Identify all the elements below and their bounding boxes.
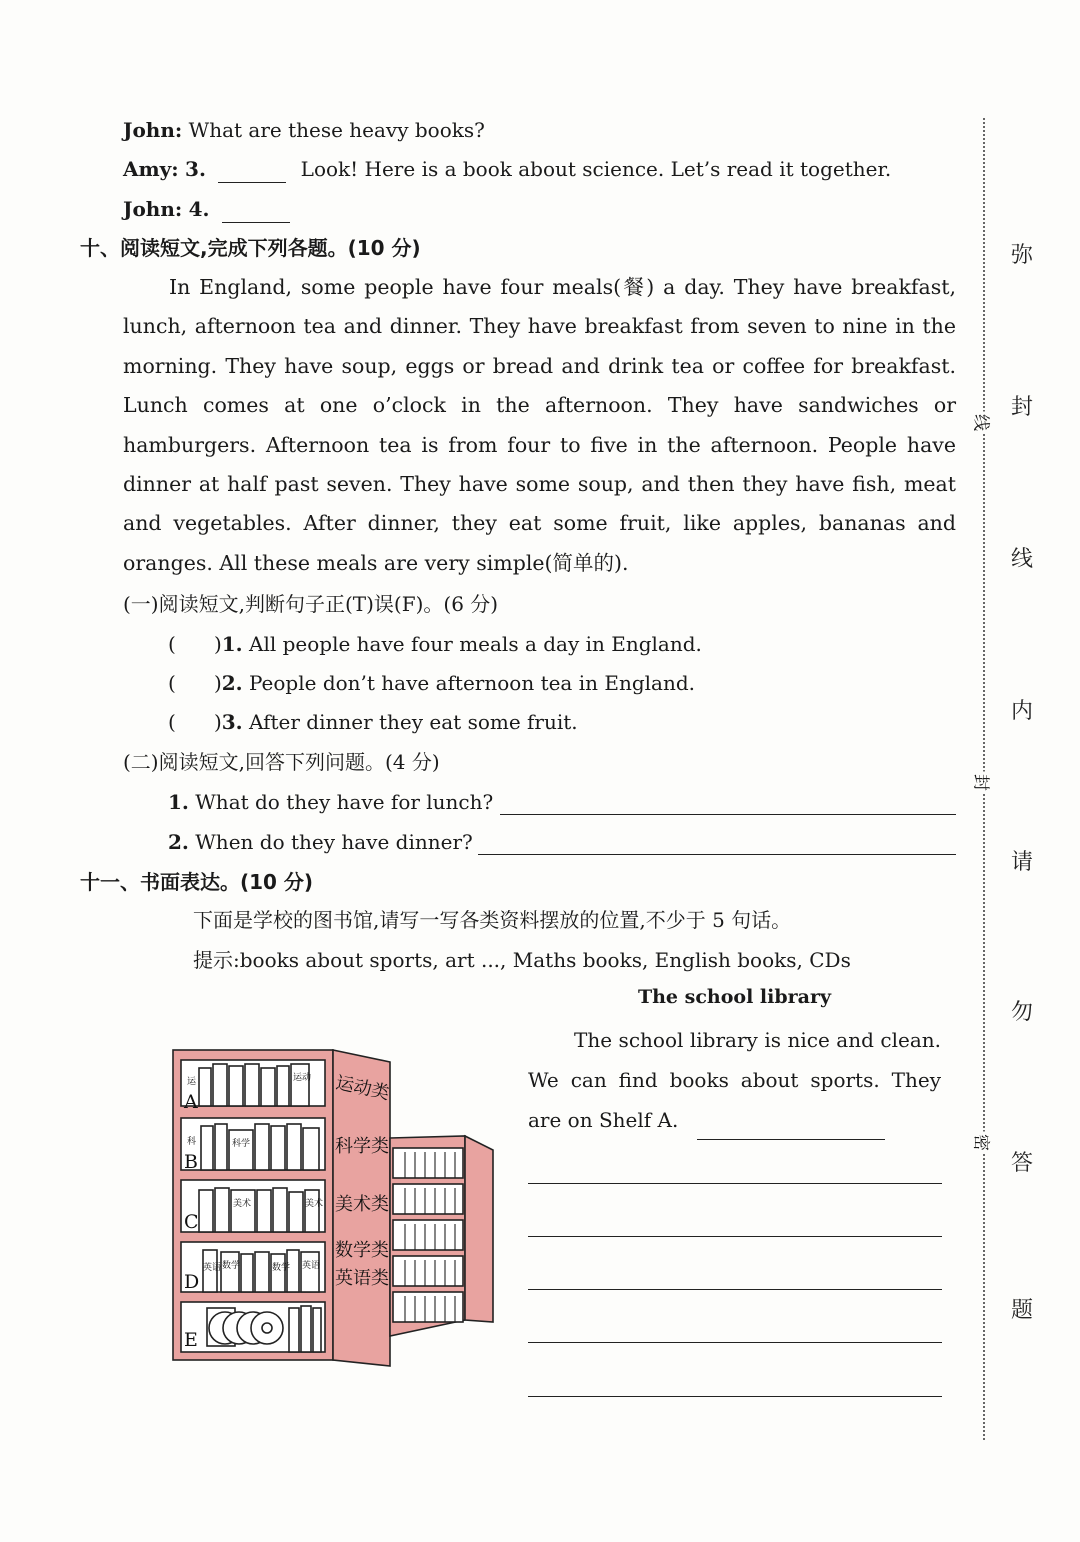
tf-bracket[interactable]: ( )	[168, 710, 222, 734]
speaker-john: John:	[123, 197, 183, 221]
item-text: After dinner they eat some fruit.	[249, 710, 578, 734]
section-10-heading: 十、阅读短文,完成下列各题。(10 分)	[80, 236, 421, 260]
seal-line-label-xian: 线	[971, 412, 996, 434]
spine-label-d-3: 数学	[272, 1263, 291, 1273]
essay-line-2[interactable]	[528, 1236, 942, 1237]
item-number: 1.	[221, 632, 243, 656]
tf-item-1	[168, 630, 702, 658]
dialogue-line-john-2	[123, 195, 290, 223]
tf-item-3	[168, 708, 578, 736]
essay-line-4[interactable]	[528, 1342, 942, 1343]
answer-blank-4[interactable]	[222, 200, 290, 223]
reading-passage	[123, 268, 956, 583]
item-text: All people have four meals a day in England.	[249, 632, 702, 656]
section-11-heading: 十一、书面表达。(10 分)	[80, 870, 314, 894]
spine-label-a-2: 运动	[293, 1073, 312, 1083]
shelf-letter-e: E	[184, 1329, 198, 1351]
essay-title: The school library	[637, 986, 831, 1008]
writing-hint: 提示:books about sports, art ..., Maths books, English books, CDs	[193, 948, 851, 972]
item-number: 3.	[221, 710, 243, 734]
tf-bracket[interactable]: ( )	[168, 632, 222, 656]
spine-label-d-2: 数学	[222, 1261, 241, 1271]
margin-char-7: 答	[1010, 1151, 1033, 1176]
speaker-john: John:	[123, 118, 183, 142]
writing-instruction: 下面是学校的图书馆,请写一写各类资料摆放的位置,不少于 5 句话。	[193, 908, 792, 932]
essay-line-3[interactable]	[528, 1289, 942, 1290]
seal-line-label-feng: 封	[971, 772, 996, 794]
question-number: 4.	[188, 197, 210, 221]
answer-line-2[interactable]	[478, 854, 956, 855]
margin-char-8: 题	[1010, 1298, 1033, 1323]
category-label-english: 英语类	[335, 1268, 389, 1289]
item-number: 1.	[168, 790, 189, 814]
shelf-letter-c: C	[184, 1211, 199, 1233]
item-text: What do they have for lunch?	[195, 790, 494, 814]
qa-item-1	[168, 788, 493, 816]
spine-label-d-4: 英语	[302, 1261, 321, 1271]
category-label-sports: 运动类	[333, 1072, 392, 1105]
spine-label-b-1: 科	[187, 1137, 197, 1147]
part-1-heading: (一)阅读短文,判断句子正(T)误(F)。(6 分)	[123, 592, 499, 616]
margin-char-6: 勿	[1010, 1000, 1033, 1025]
margin-char-5: 请	[1010, 850, 1033, 875]
margin-char-2: 封	[1010, 395, 1033, 420]
essay-start: The school library is nice and clean. We can find books about sports. They are on Shelf A.	[528, 1028, 941, 1132]
dialogue-text: Look! Here is a book about science. Let’s read it together.	[300, 157, 892, 181]
speaker-amy: Amy:	[123, 157, 179, 181]
library-bookshelf-illustration	[165, 1040, 505, 1380]
essay-body	[528, 1020, 941, 1140]
spine-label-d-1: 英语	[203, 1263, 222, 1273]
shelf-letter-a: A	[184, 1091, 198, 1113]
spine-label-a-1: 运	[187, 1077, 197, 1087]
tf-bracket[interactable]: ( )	[168, 671, 222, 695]
margin-char-4: 内	[1010, 699, 1033, 724]
qa-item-2	[168, 828, 473, 856]
spine-label-c-1: 美术	[233, 1199, 252, 1209]
dialogue-line-john-1	[123, 116, 485, 144]
spine-label-b-2: 科学	[232, 1139, 251, 1149]
item-text: People don’t have afternoon tea in England.	[249, 671, 695, 695]
category-label-art: 美术类	[335, 1194, 389, 1215]
essay-line-5[interactable]	[528, 1396, 942, 1397]
margin-char-1: 弥	[1010, 243, 1033, 268]
category-label-maths: 数学类	[335, 1240, 389, 1261]
part-2-heading: (二)阅读短文,回答下列问题。(4 分)	[123, 750, 440, 774]
question-number: 3.	[185, 157, 206, 181]
item-text: When do they have dinner?	[195, 830, 473, 854]
seal-line-label-mi: 密	[971, 1132, 996, 1154]
essay-line-1[interactable]	[528, 1183, 942, 1184]
shelf-letter-b: B	[184, 1151, 198, 1173]
shelf-letter-d: D	[184, 1271, 200, 1293]
dialogue-line-amy	[123, 155, 891, 183]
item-number: 2.	[221, 671, 243, 695]
essay-blank-inline[interactable]	[697, 1117, 885, 1140]
tf-item-2	[168, 669, 695, 697]
answer-blank-3[interactable]	[218, 160, 286, 183]
item-number: 2.	[168, 830, 189, 854]
margin-char-3: 线	[1010, 547, 1033, 572]
dialogue-text: What are these heavy books?	[188, 118, 485, 142]
spine-label-c-2: 美术	[305, 1199, 324, 1209]
passage-text: In England, some people have four meals(餐) a day. They have breakfast, lunch, afternoon tea and dinner. They have breakfast from seven to nine in the morning. They have soup, eggs or bread and drink tea or coffee for breakfast. Lunch comes at one o’clock in the afternoon. They have sandwiches or hamburgers. Afternoon tea is from four to five in the afternoon. People have dinner at half past seven. They have some soup, and then they have fish, meat and vegetables. After dinner, they eat some fruit, like apples, bananas and oranges. All these meals are very simple(简单的).	[123, 275, 956, 575]
answer-line-1[interactable]	[500, 814, 956, 815]
category-label-science: 科学类	[335, 1136, 389, 1157]
